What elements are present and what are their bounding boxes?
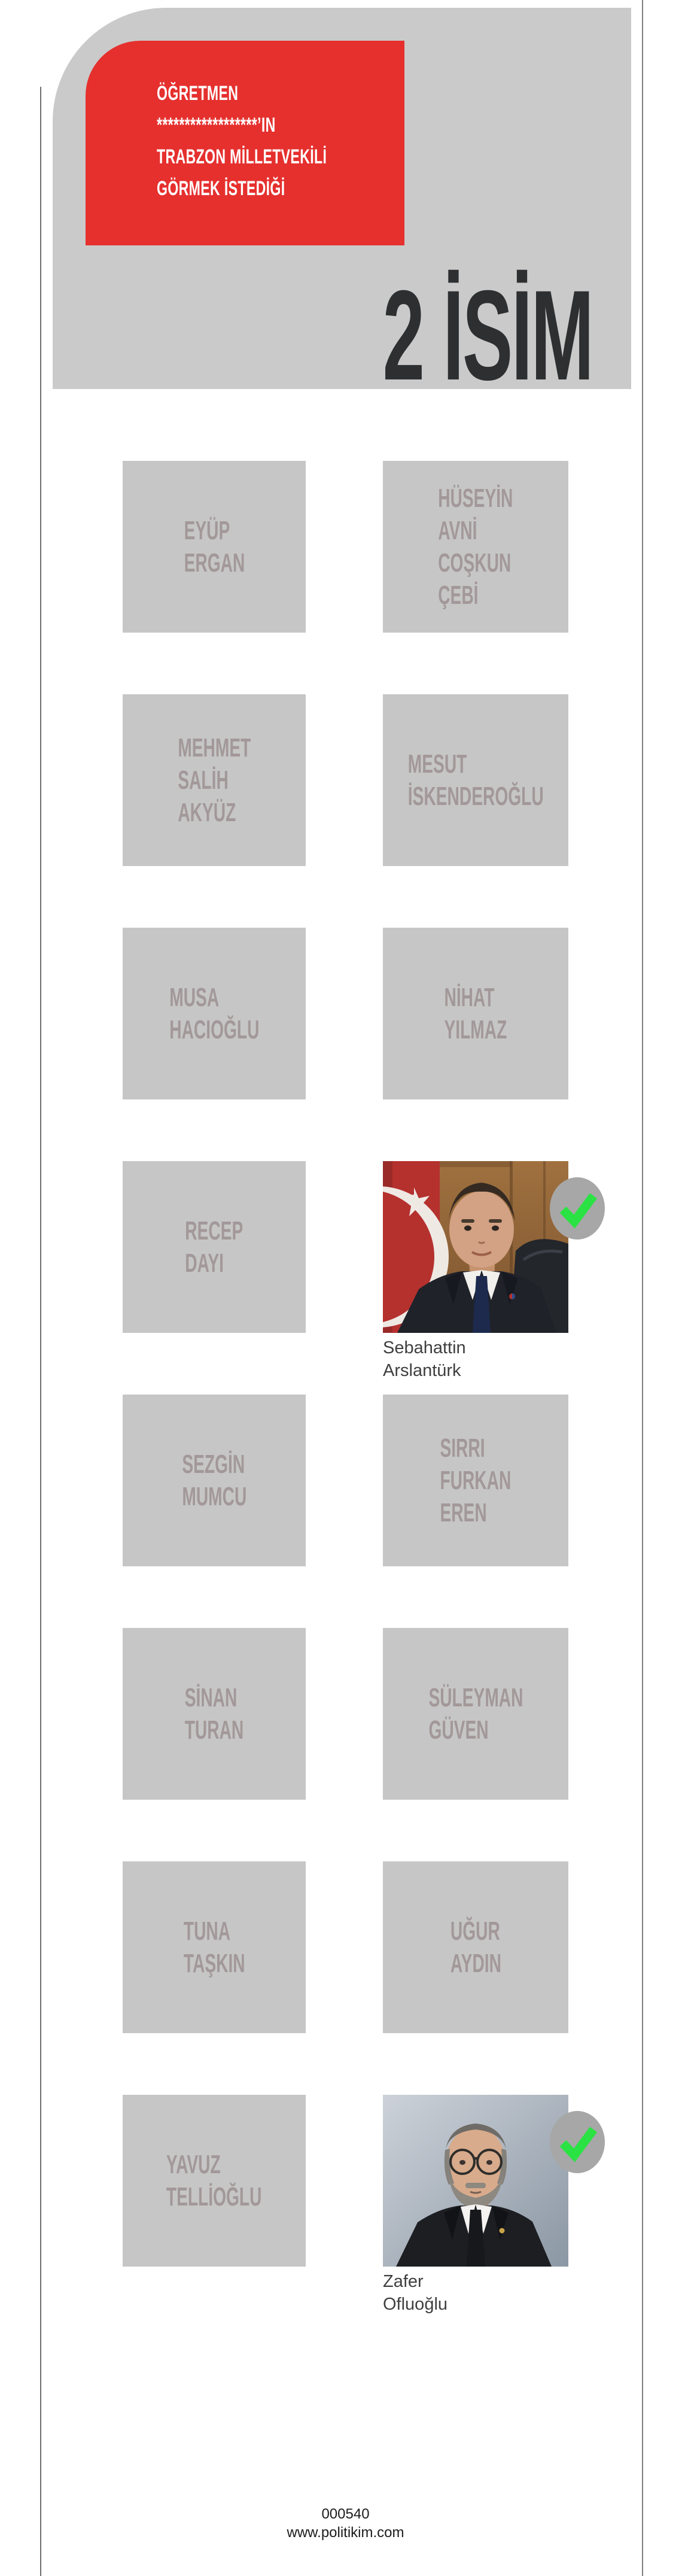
- candidate-name: SİNAN TURAN: [184, 1682, 244, 1745]
- candidate-card-eyup-ergan: [123, 461, 306, 633]
- placeholder-box: [383, 1861, 568, 2033]
- headline-text: [157, 78, 327, 205]
- headline-red-box: [86, 41, 404, 245]
- candidate-name: RECEP DAYI: [185, 1216, 243, 1278]
- placeholder-box: [123, 1861, 306, 2033]
- headline-line: ÖĞRETMEN: [157, 82, 239, 105]
- photo-portrait: [383, 2095, 568, 2314]
- placeholder-box: [383, 461, 568, 633]
- candidate-card-huseyin-avni-coskun-cebi: [383, 461, 568, 633]
- placeholder-box: [123, 2095, 306, 2267]
- check-badge: [550, 2111, 605, 2173]
- photo-caption: Zafer Ofluoğlu: [383, 2272, 448, 2314]
- candidate-card-nihat-yilmaz: [383, 928, 568, 1099]
- candidate-card-sinan-turan: [123, 1628, 306, 1800]
- candidate-card-mehmet-salih-akyuz: [123, 694, 306, 866]
- footer-code: 000540: [321, 2506, 370, 2522]
- candidate-name: SIRRI FURKAN EREN: [440, 1433, 512, 1527]
- candidate-card-yavuz-tellioglu: [123, 2095, 306, 2267]
- candidate-name: MUSA HACIOĞLU: [169, 982, 260, 1044]
- placeholder-box: [123, 1395, 306, 1566]
- portrait-office-flag: [383, 1161, 568, 1333]
- candidate-name: TUNA TAŞKIN: [183, 1916, 245, 1978]
- footer-website: www.politikim.com: [287, 2525, 404, 2541]
- big-count-title: 2 İSİM: [382, 264, 592, 407]
- placeholder-box: [383, 1628, 568, 1800]
- candidate-name: MEHMET SALİH AKYÜZ: [177, 733, 251, 827]
- placeholder-box: [123, 1628, 306, 1800]
- candidate-photo-card-zafer-ofluoglu: [383, 2095, 568, 2314]
- portrait-studio: [383, 2095, 568, 2267]
- check-badge: [550, 1177, 605, 1240]
- candidate-name: EYÜP ERGAN: [184, 515, 245, 578]
- footer: [123, 2505, 568, 2542]
- candidate-card-musa-hacioglu: [123, 928, 306, 1099]
- placeholder-box: [123, 1161, 306, 1333]
- candidate-card-sirri-furkan-eren: [383, 1395, 568, 1566]
- candidate-card-suleyman-guven: [383, 1628, 568, 1800]
- candidate-card-sezgin-mumcu: [123, 1395, 306, 1566]
- candidate-card-mesut-iskenderoglu: [383, 694, 568, 866]
- placeholder-box: [383, 1395, 568, 1566]
- candidate-name: UĞUR AYDIN: [450, 1916, 501, 1978]
- placeholder-box: [123, 928, 306, 1099]
- placeholder-box: [383, 694, 568, 866]
- candidate-card-recep-dayi: [123, 1161, 306, 1333]
- candidate-name: SÜLEYMAN GÜVEN: [428, 1682, 523, 1745]
- candidate-name: YAVUZ TELLİOĞLU: [166, 2149, 262, 2212]
- candidate-card-tuna-taskin: [123, 1861, 306, 2033]
- candidate-name: SEZGİN MUMCU: [182, 1449, 246, 1511]
- candidate-photo-card-sebahattin-arslanturk: [383, 1161, 568, 1380]
- left-rule-line: [40, 87, 41, 2576]
- candidate-card-ugur-aydin: [383, 1861, 568, 2033]
- headline-line: TRABZON MİLLETVEKİLİ: [157, 145, 327, 168]
- placeholder-box: [123, 694, 306, 866]
- candidate-name: MESUT İSKENDEROĞLU: [407, 749, 544, 811]
- headline-line: GÖRMEK İSTEDİĞİ: [157, 177, 285, 200]
- candidate-name: NİHAT YILMAZ: [444, 982, 507, 1044]
- placeholder-box: [383, 928, 568, 1099]
- candidate-name: HÜSEYİN AVNİ COŞKUN ÇEBİ: [438, 483, 513, 610]
- headline-line-masked: ******************’IN: [157, 114, 276, 136]
- photo-portrait: [383, 1161, 568, 1380]
- placeholder-box: [123, 461, 306, 633]
- right-rule-line: [642, 0, 643, 2576]
- photo-caption: Sebahattin Arslantürk: [383, 1338, 466, 1380]
